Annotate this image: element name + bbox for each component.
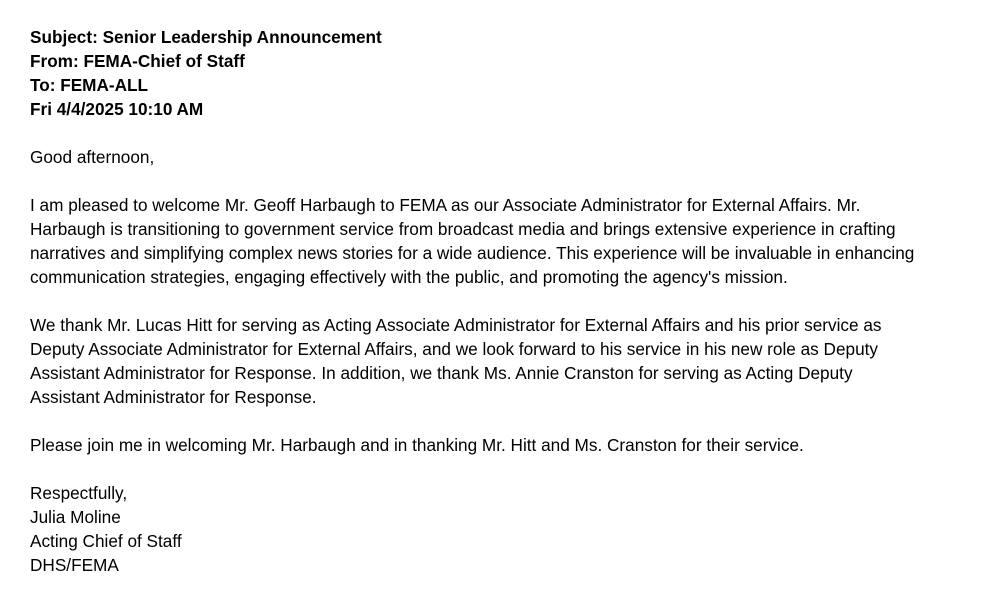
email-to: To: FEMA-ALL — [30, 75, 149, 95]
paragraph-line: We thank Mr. Lucas Hitt for serving as Acting Associate Administrator for External Affairs and his prior service as — [30, 315, 882, 335]
signature-org: DHS/FEMA — [30, 555, 119, 575]
email-date: Fri 4/4/2025 10:10 AM — [30, 99, 204, 119]
signature-closing: Respectfully, — [30, 483, 128, 503]
paragraph-line: I am pleased to welcome Mr. Geoff Harbaugh to FEMA as our Associate Administrator for External Affairs. Mr. — [30, 195, 861, 215]
body-paragraph-3 — [30, 433, 975, 457]
email-header — [30, 25, 975, 121]
email-message — [30, 25, 975, 577]
email-greeting — [30, 145, 975, 169]
email-from: From: FEMA-Chief of Staff — [30, 51, 245, 71]
paragraph-line: Deputy Associate Administrator for External Affairs, and we look forward to his service in his new role as Deputy — [30, 339, 878, 359]
paragraph-line: communication strategies, engaging effectively with the public, and promoting the agency's mission. — [30, 267, 788, 287]
paragraph-line: Assistant Administrator for Response. — [30, 387, 317, 407]
email-signature — [30, 481, 975, 577]
greeting-text: Good afternoon, — [30, 147, 155, 167]
signature-title: Acting Chief of Staff — [30, 531, 182, 551]
body-paragraph-1 — [30, 193, 975, 289]
signature-name: Julia Moline — [30, 507, 121, 527]
paragraph-line: Assistant Administrator for Response. In addition, we thank Ms. Annie Cranston for serving as Acting Deputy — [30, 363, 853, 383]
paragraph-line: narratives and simplifying complex news stories for a wide audience. This experience will be invaluable in enhancing — [30, 243, 915, 263]
email-subject: Subject: Senior Leadership Announcement — [30, 27, 382, 47]
body-paragraph-2 — [30, 313, 975, 409]
paragraph-line: Harbaugh is transitioning to government service from broadcast media and brings extensive experience in crafting — [30, 219, 896, 239]
paragraph-line: Please join me in welcoming Mr. Harbaugh and in thanking Mr. Hitt and Ms. Cranston for their service. — [30, 435, 804, 455]
